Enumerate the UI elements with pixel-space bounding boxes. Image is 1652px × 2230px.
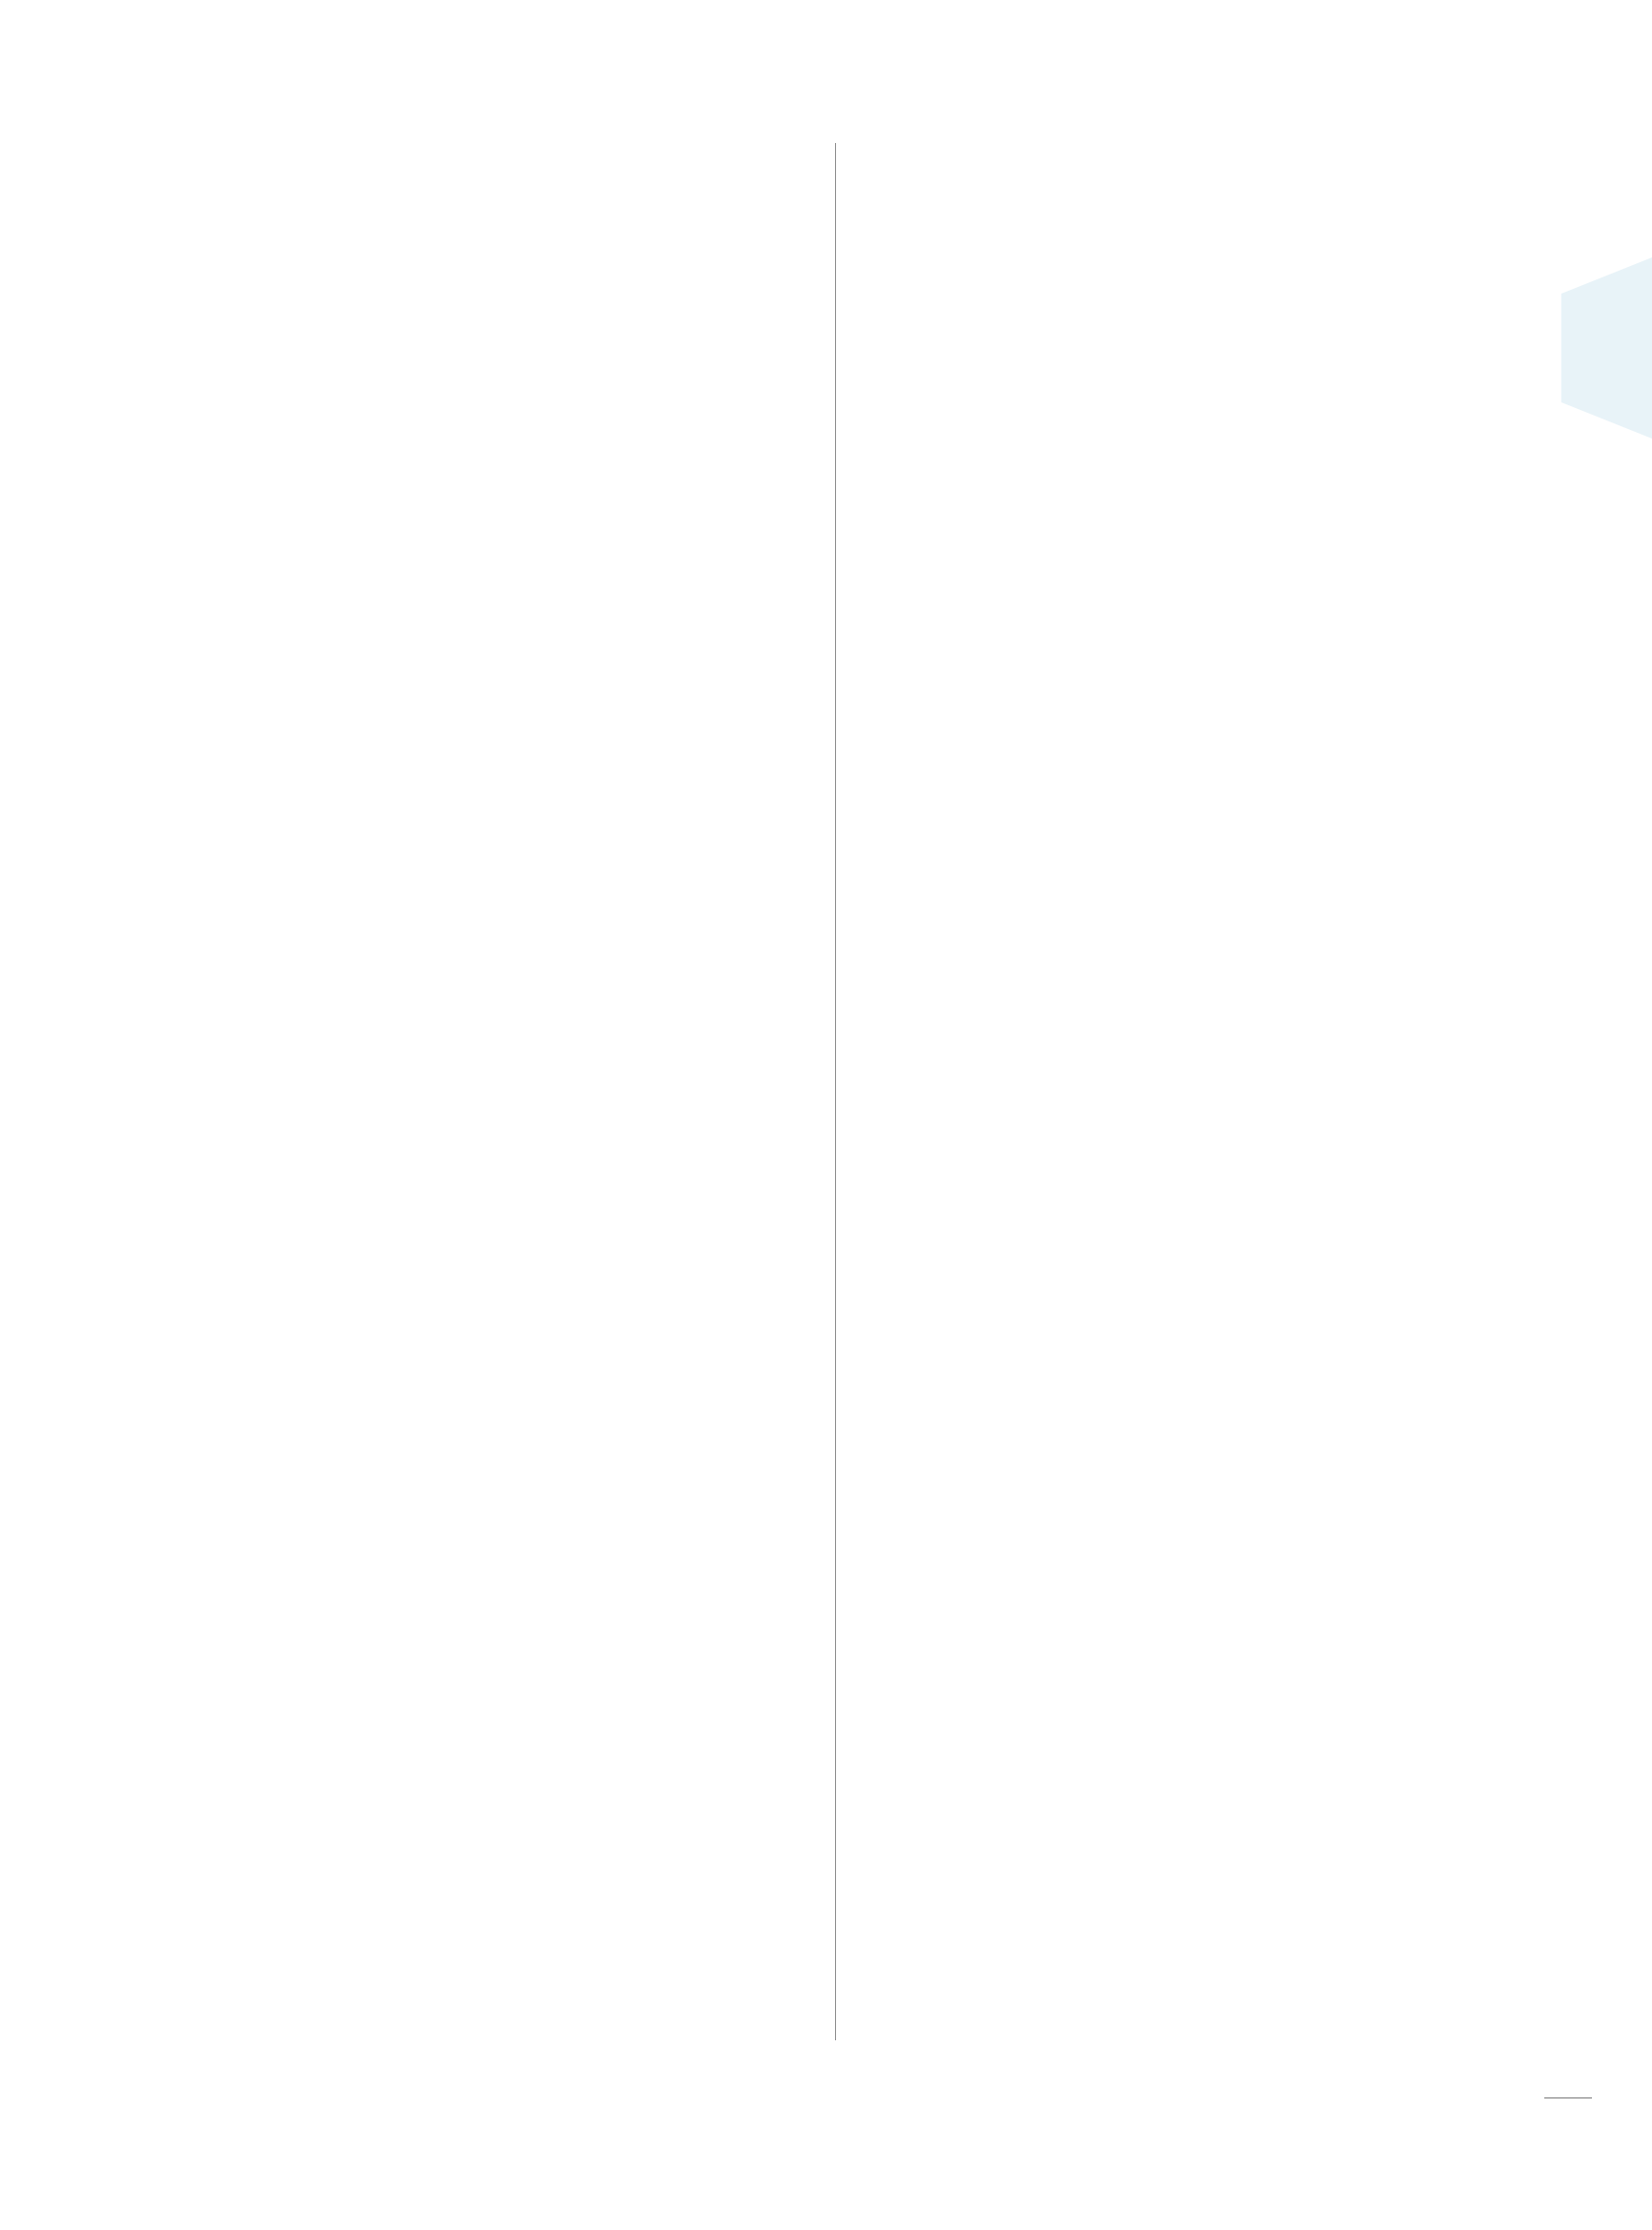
chapter-tab xyxy=(1539,257,1652,439)
page-number-rule xyxy=(1544,2097,1592,2098)
column-divider xyxy=(835,143,836,2040)
chapter-title xyxy=(1540,1954,1597,2097)
